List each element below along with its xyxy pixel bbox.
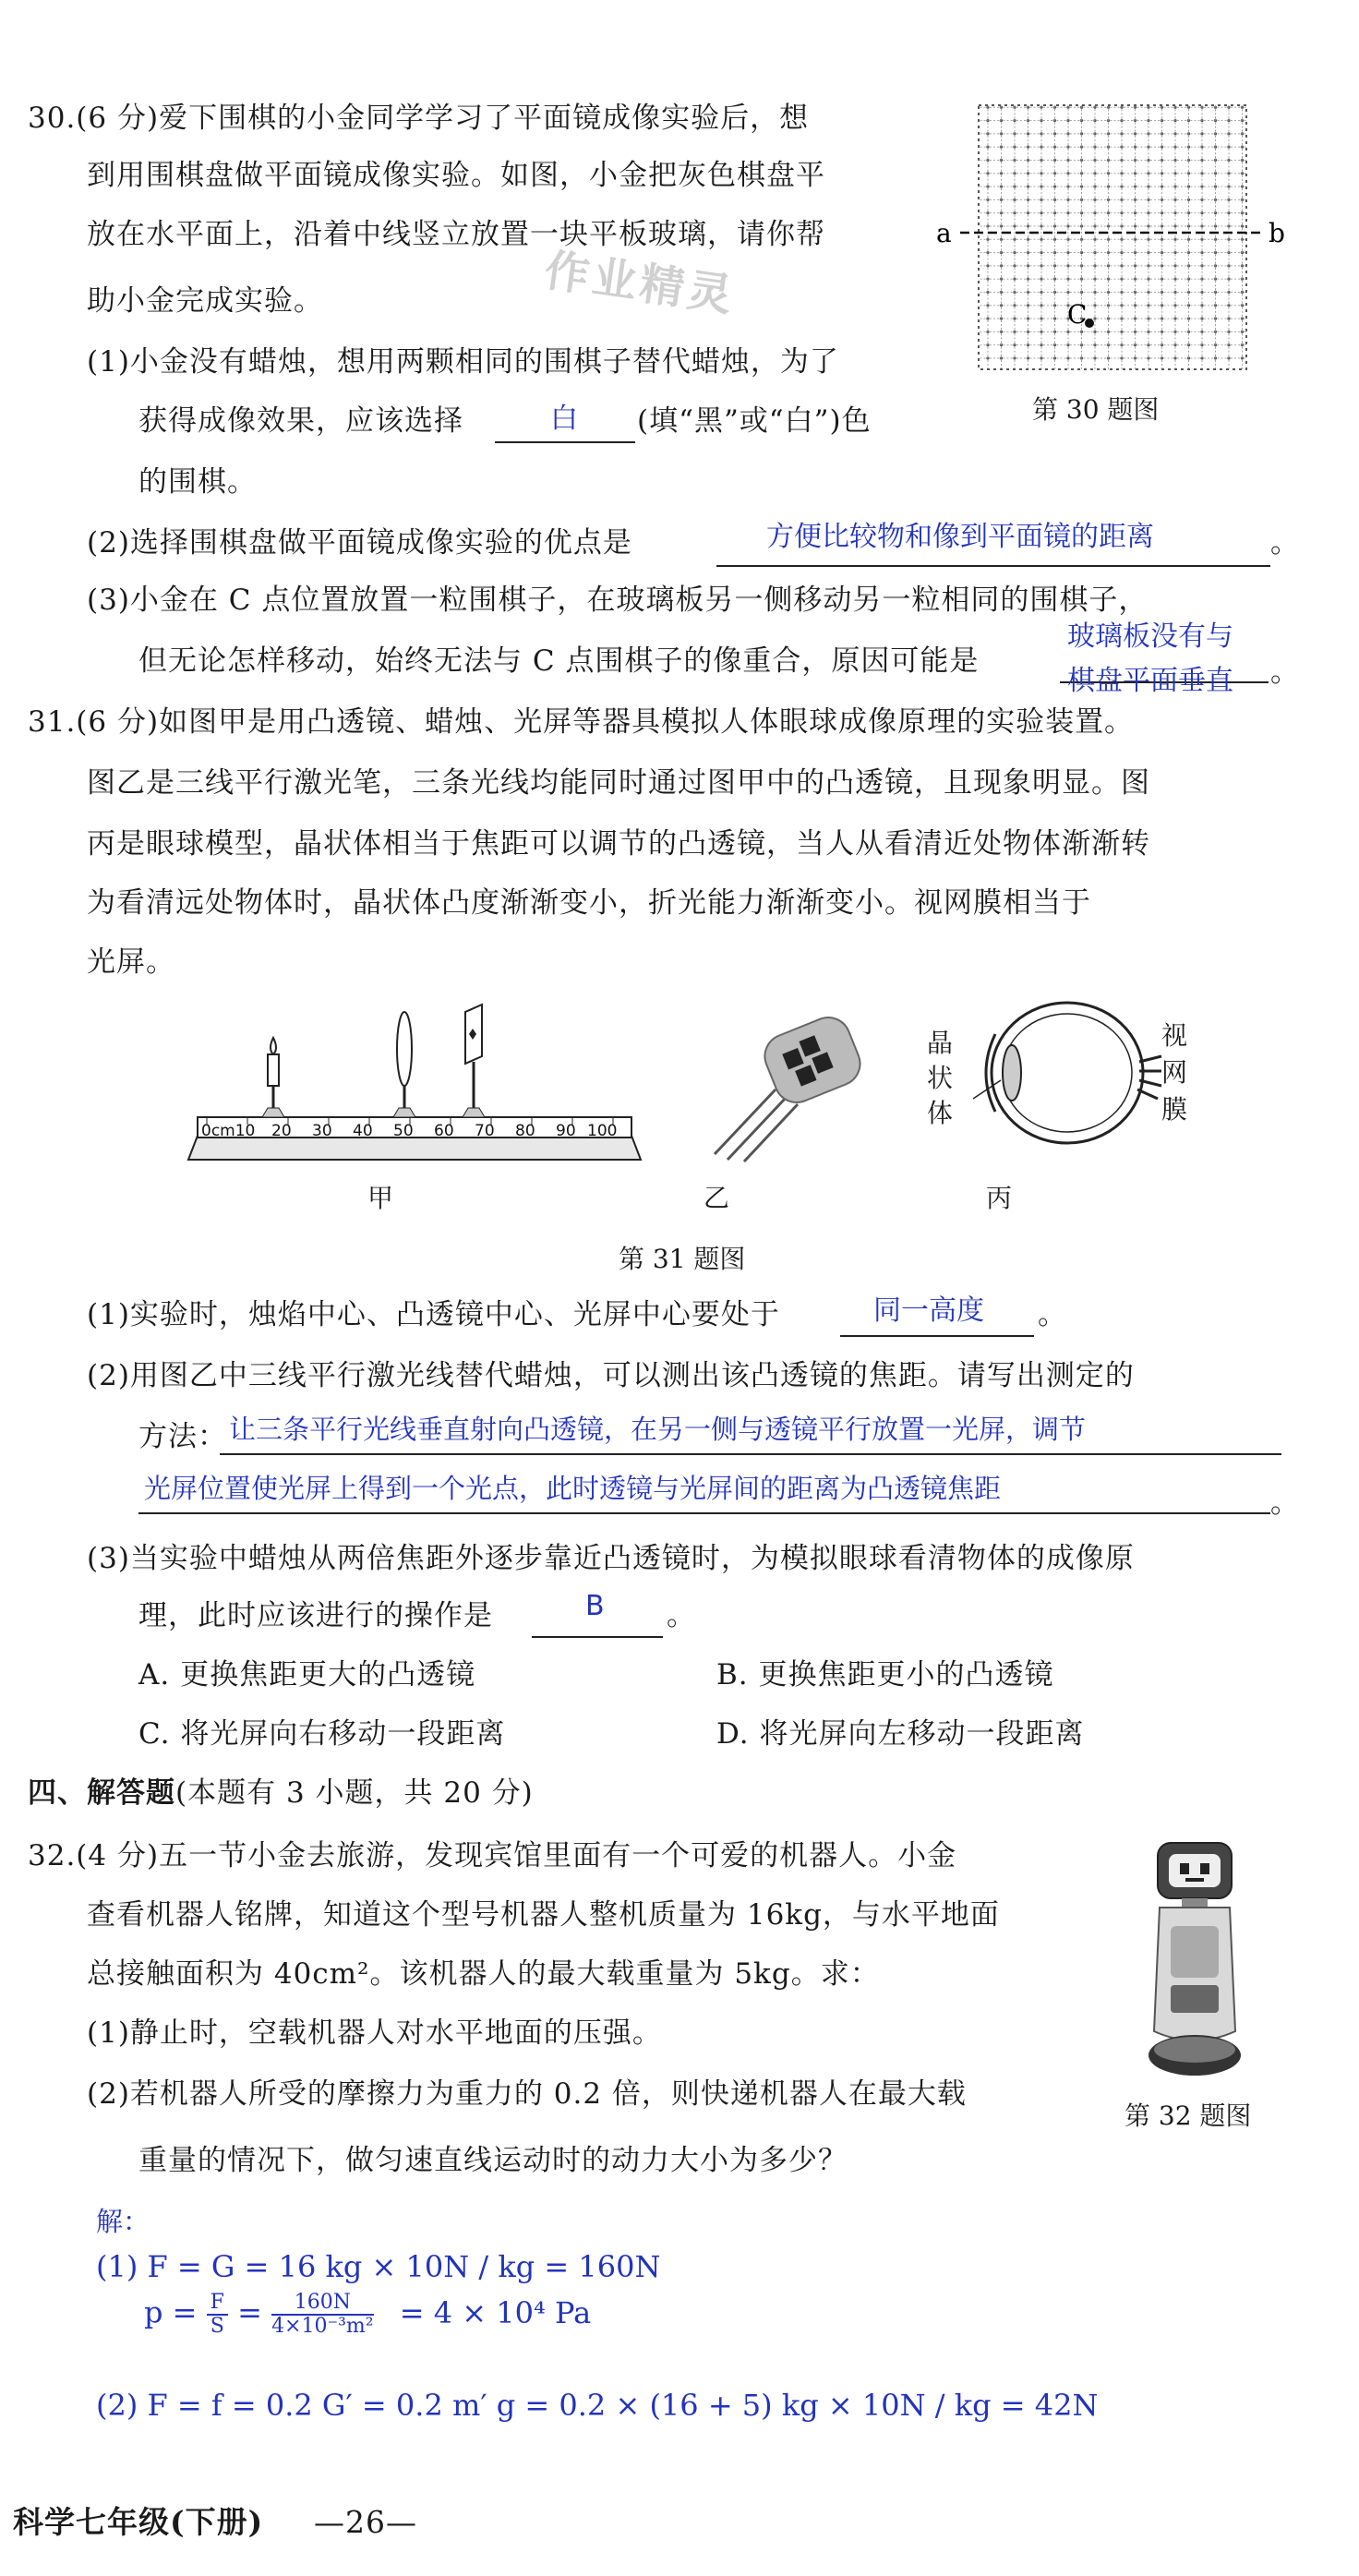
q31-line4: 为看清远处物体时，晶状体凸度渐渐变小，折光能力渐渐变小。视网膜相当于 bbox=[87, 886, 1091, 920]
watermark-logo: 作业精灵 bbox=[541, 244, 740, 323]
section4-title: 四、解答题 bbox=[28, 1776, 175, 1810]
q31-option-a: A. 更换焦距更大的凸透镜 bbox=[138, 1658, 476, 1691]
label-c: C bbox=[1067, 299, 1088, 330]
convex-lens bbox=[393, 1012, 415, 1117]
fraction-f: F bbox=[207, 2292, 228, 2316]
q31-answer2-line1: 让三条平行光线垂直射向凸透镜，在另一侧与透镜平行放置一光屏，调节 bbox=[229, 1414, 1087, 1445]
q31-option-c: C. 将光屏向右移动一段距离 bbox=[138, 1717, 506, 1751]
fraction-numerator: 160N bbox=[271, 2292, 374, 2316]
q32-figure-caption: 第 32 题图 bbox=[1124, 2101, 1252, 2131]
q31-line2: 图乙是三线平行激光笔，三条光线均能同时通过图甲中的凸透镜，且现象明显。图 bbox=[87, 766, 1150, 800]
figure-jia-label: 甲 bbox=[367, 1183, 394, 1213]
numeric-fraction bbox=[271, 2292, 374, 2338]
q31-part3-period: 。 bbox=[667, 1599, 696, 1632]
q30-part3-line2: 但无论怎样移动，始终无法与 C 点围棋子的像重合，原因可能是 bbox=[138, 644, 980, 678]
ruler-label-70: 70 bbox=[475, 1122, 495, 1140]
q30-part2-period: 。 bbox=[1270, 526, 1300, 560]
q30-line4: 助小金完成实验。 bbox=[87, 284, 323, 318]
q30-part1-line2a: 获得成像效果，应该选择 bbox=[138, 404, 463, 438]
section4-heading bbox=[28, 1775, 534, 1812]
eye-label-retina-1: 视 bbox=[1161, 1020, 1188, 1051]
section4-subtitle: (本题有 3 小题，共 20 分) bbox=[175, 1776, 534, 1810]
footer-book-title: 科学七年级(下册) bbox=[13, 2504, 264, 2540]
robot-figure bbox=[1132, 1837, 1257, 2087]
ruler-label-30: 30 bbox=[312, 1122, 332, 1140]
go-board-figure bbox=[932, 92, 1283, 388]
eye-label-retina-2: 网 bbox=[1161, 1057, 1188, 1088]
light-screen bbox=[463, 1005, 485, 1117]
q32-line3: 总接触面积为 40cm²。该机器人的最大载重量为 5kg。求： bbox=[87, 1957, 880, 1991]
q30-answer3-line2: 棋盘平面垂直 bbox=[1067, 665, 1233, 697]
q31-part3-line2: 理，此时应该进行的操作是 bbox=[138, 1599, 493, 1632]
q31-line1: 31.(6 分)如图甲是用凸透镜、蜡烛、光屏等器具模拟人体眼球成像原理的实验装置。 bbox=[28, 705, 1135, 739]
q31-option-d: D. 将光屏向左移动一段距离 bbox=[716, 1717, 1085, 1751]
eye-crystalline-lens bbox=[1003, 1045, 1021, 1101]
fraction-s: S bbox=[210, 2315, 224, 2338]
ruler-label-50: 50 bbox=[393, 1122, 414, 1140]
q31-answer2-line2: 光屏位置使光屏上得到一个光点，此时透镜与光屏间的距离为凸透镜焦距 bbox=[144, 1473, 1002, 1504]
figure-bing-label: 丙 bbox=[986, 1183, 1013, 1213]
q30-part1-line1: (1)小金没有蜡烛，想用两颗相同的围棋子替代蜡烛，为了 bbox=[87, 345, 839, 379]
q31-part2-line1: (2)用图乙中三线平行激光线替代蜡烛，可以测出该凸透镜的焦距。请写出测定的 bbox=[87, 1359, 1135, 1392]
fraction-denominator: 4×10⁻³m² bbox=[271, 2315, 374, 2338]
pressure-result: = 4 × 10⁴ Pa bbox=[399, 2294, 592, 2330]
q30-part2: (2)选择围棋盘做平面镜成像实验的优点是 bbox=[87, 526, 632, 560]
label-a: a bbox=[936, 218, 952, 248]
q32-solution-label: 解： bbox=[96, 2206, 150, 2237]
q32-solution-step1: (1) F = G = 16 kg × 10N / kg = 160N bbox=[96, 2249, 661, 2284]
q31-answer1: 同一高度 bbox=[873, 1294, 984, 1327]
q31-line3: 丙是眼球模型，晶状体相当于焦距可以调节的凸透镜，当人从看清近处物体渐渐转 bbox=[87, 827, 1150, 861]
q30-part3-line1: (3)小金在 C 点位置放置一粒围棋子，在玻璃板另一侧移动另一粒相同的围棋子， bbox=[87, 584, 1149, 617]
q30-part3-period: 。 bbox=[1270, 656, 1300, 689]
q31-part2-line2: 方法： bbox=[138, 1420, 227, 1453]
q31-part1-period: 。 bbox=[1038, 1298, 1067, 1331]
ruler-label-40: 40 bbox=[353, 1122, 373, 1140]
q30-line3: 放在水平面上，沿着中线竖立放置一块平板玻璃，请你帮 bbox=[87, 218, 825, 251]
q30-answer3-line1: 玻璃板没有与 bbox=[1067, 620, 1233, 653]
q30-line1: 30.(6 分)爱下围棋的小金同学学习了平面镜成像实验后，想 bbox=[28, 102, 810, 135]
eye-label-lens-1: 晶 bbox=[927, 1028, 954, 1058]
q31-figure-caption: 第 31 题图 bbox=[619, 1244, 746, 1274]
q31-answer2-blank2[interactable] bbox=[138, 1479, 1270, 1514]
q32-part1: (1)静止时，空载机器人对水平地面的压强。 bbox=[87, 2016, 662, 2050]
eyeball-figure bbox=[964, 988, 1167, 1154]
go-board-grid bbox=[979, 105, 1246, 369]
q30-answer1: 白 bbox=[550, 403, 578, 435]
q30-figure-caption: 第 30 题图 bbox=[1032, 394, 1160, 425]
candle bbox=[262, 1038, 284, 1117]
ruler-label-60: 60 bbox=[434, 1122, 454, 1140]
laser-pen-figure bbox=[694, 997, 879, 1163]
pressure-symbol: p = bbox=[144, 2294, 198, 2330]
eye-label-lens-3: 体 bbox=[927, 1098, 954, 1128]
figure-yi-label: 乙 bbox=[704, 1183, 730, 1213]
q31-option-b: B. 更换焦距更小的凸透镜 bbox=[716, 1658, 1054, 1691]
q32-solution-step2 bbox=[144, 2292, 591, 2338]
ruler-label-0: 0cm10 bbox=[201, 1122, 256, 1140]
q30-answer2: 方便比较物和像到平面镜的距离 bbox=[766, 521, 1154, 553]
q31-part3-line1: (3)当实验中蜡烛从两倍焦距外逐步靠近凸透镜时，为模拟眼球看清物体的成像原 bbox=[87, 1542, 1135, 1575]
ruler-label-80: 80 bbox=[515, 1122, 535, 1140]
q30-line2: 到用围棋盘做平面镜成像实验。如图，小金把灰色棋盘平 bbox=[87, 159, 825, 192]
q30-part1-line2b: (填“黑”或“白”)色 bbox=[637, 404, 872, 438]
ruler-label-90: 90 bbox=[556, 1122, 576, 1140]
q32-line1: 32.(4 分)五一节小金去旅游，发现宾馆里面有一个可爱的机器人。小金 bbox=[28, 1839, 957, 1872]
footer-page-number: —26— bbox=[314, 2504, 417, 2540]
label-b: b bbox=[1269, 218, 1285, 248]
ruler-label-20: 20 bbox=[271, 1122, 292, 1140]
equals-sign: = bbox=[237, 2294, 262, 2330]
q31-part1: (1)实验时，烛焰中心、凸透镜中心、光屏中心要处于 bbox=[87, 1298, 780, 1331]
q31-answer2-blank1[interactable] bbox=[220, 1420, 1281, 1455]
q31-line5: 光屏。 bbox=[87, 945, 175, 979]
q32-line2: 查看机器人铭牌，知道这个型号机器人整机质量为 16kg，与水平地面 bbox=[87, 1898, 1000, 1932]
q31-part2-period: 。 bbox=[1270, 1487, 1300, 1520]
eye-label-retina-3: 膜 bbox=[1161, 1094, 1188, 1125]
q32-part2-line2: 重量的情况下，做匀速直线运动时的动力大小为多少？ bbox=[138, 2144, 848, 2177]
f-over-s-fraction bbox=[207, 2292, 228, 2338]
optical-bench-figure bbox=[170, 997, 659, 1173]
eye-label-lens-2: 状 bbox=[927, 1063, 954, 1093]
q32-solution-step3: (2) F = f = 0.2 G′ = 0.2 m′ g = 0.2 × (16 + 5) kg × 10N / kg = 42N bbox=[96, 2388, 1099, 2423]
ruler-label-100: 100 bbox=[587, 1122, 618, 1140]
q32-part2-line1: (2)若机器人所受的摩擦力为重力的 0.2 倍，则快递机器人在最大载 bbox=[87, 2077, 967, 2111]
q30-part1-line3: 的围棋。 bbox=[138, 465, 257, 499]
q31-answer3: B bbox=[585, 1590, 605, 1622]
